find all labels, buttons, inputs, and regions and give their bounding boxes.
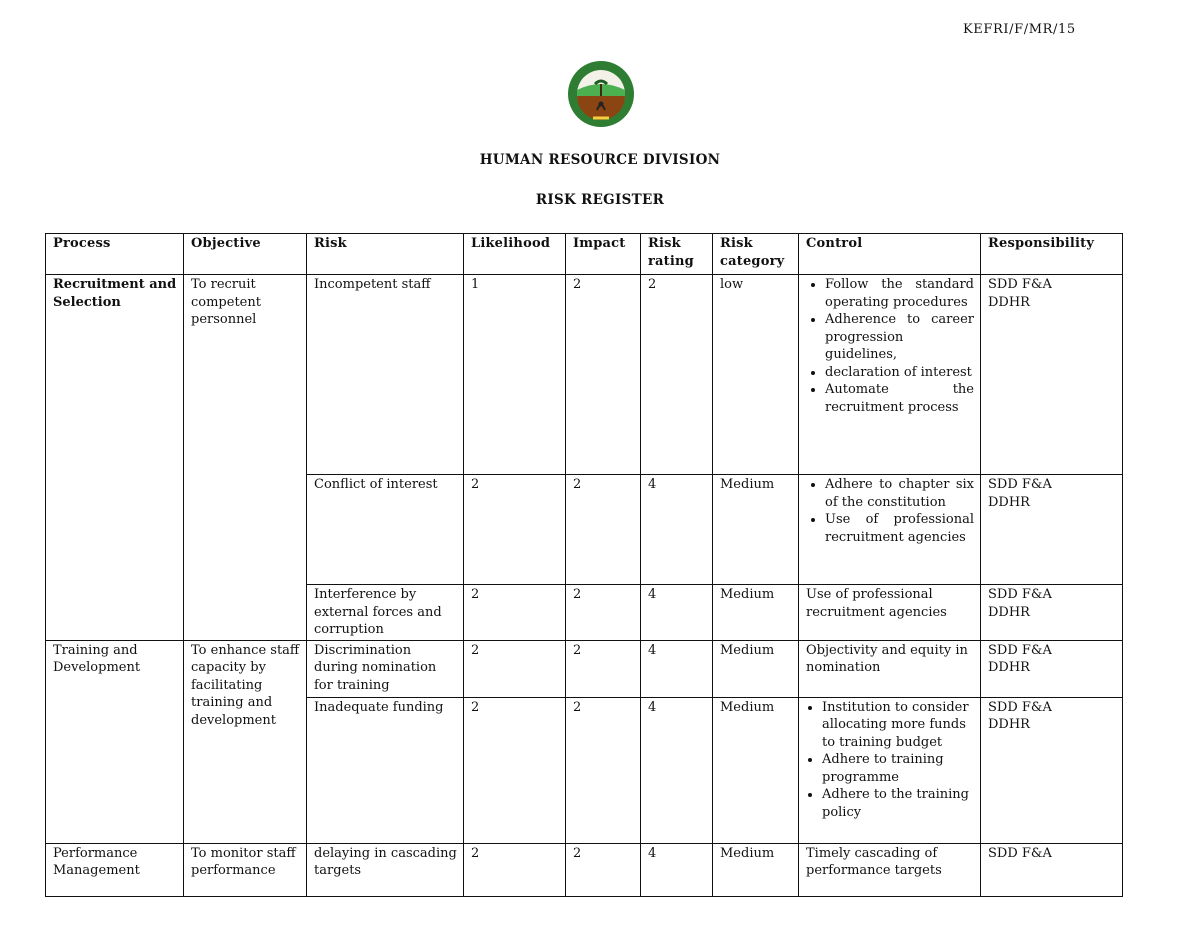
table-row [46, 843, 1123, 896]
control-item: • Adhere to training programme [822, 751, 974, 786]
likelihood-cell: 2 [464, 843, 566, 896]
likelihood-cell: 2 [464, 475, 566, 585]
objective-cell: To recruit competent personnel [184, 275, 307, 641]
risk-category-cell: low [713, 275, 799, 475]
risk-rating-cell: 4 [641, 475, 713, 585]
col-header-impact: Impact [566, 234, 641, 275]
responsibility-item: DDHR [988, 660, 1030, 675]
risk-category-cell: Medium [713, 843, 799, 896]
risk-cell: Conflict of interest [307, 475, 464, 585]
control-item: • declaration of interest [825, 364, 974, 382]
col-header-control: Control [799, 234, 981, 275]
register-title: RISK REGISTER [535, 192, 665, 208]
risk-rating-cell: 2 [641, 275, 713, 475]
objective-cell: To enhance staff capacity by facilitating training and development [184, 640, 307, 843]
responsibility-item: SDD F&A [988, 845, 1052, 861]
responsibility-cell [981, 585, 1123, 641]
control-cell: Timely cascading of performance targets [799, 843, 981, 896]
col-header-risk-category: Risk category [713, 234, 799, 275]
table-row [46, 275, 1123, 475]
control-cell: Objectivity and equity in nomination [799, 640, 981, 697]
likelihood-cell: 2 [464, 640, 566, 697]
risk-category-cell: Medium [713, 585, 799, 641]
control-cell [799, 475, 981, 585]
process-cell: Recruitment and Selection [46, 275, 184, 641]
control-cell [799, 697, 981, 843]
risk-cell: Interference by external forces and corruption [307, 585, 464, 641]
responsibility-item: DDHR [988, 494, 1030, 510]
impact-cell: 2 [566, 585, 641, 641]
responsibility-item: SDD F&A [988, 477, 1052, 492]
control-item: • Automate the recruitment process [825, 381, 974, 416]
responsibility-item: SDD F&A [988, 699, 1052, 715]
likelihood-cell: 1 [464, 275, 566, 475]
process-cell: Performance Management [46, 843, 184, 896]
responsibility-cell [981, 843, 1123, 896]
control-cell: Use of professional recruitment agencies [799, 585, 981, 641]
responsibility-item: DDHR [988, 604, 1030, 620]
impact-cell: 2 [566, 697, 641, 843]
responsibility-cell [981, 475, 1123, 585]
responsibility-cell [981, 640, 1123, 697]
likelihood-cell: 2 [464, 697, 566, 843]
risk-rating-cell: 4 [641, 640, 713, 697]
col-header-risk: Risk [307, 234, 464, 275]
risk-rating-cell: 4 [641, 697, 713, 843]
control-list [806, 699, 974, 822]
col-header-process: Process [46, 234, 184, 275]
risk-cell: delaying in cascading targets [307, 843, 464, 896]
col-header-objective: Objective [184, 234, 307, 275]
control-item: • Use of professional recruitment agencies [825, 511, 974, 546]
control-item: • Follow the standard operating procedures [825, 276, 974, 311]
control-list [806, 476, 974, 546]
risk-cell: Incompetent staff [307, 275, 464, 475]
control-item: • Adhere to chapter six of the constitution [825, 476, 974, 511]
responsibility-item: SDD F&A [988, 642, 1052, 658]
table-header-row [46, 234, 1123, 275]
division-title: HUMAN RESOURCE DIVISION [479, 152, 721, 168]
kefri-logo-icon [567, 60, 635, 128]
control-item: • Adhere to the training policy [822, 786, 974, 821]
control-item: • Adherence to career progression guidelines, [825, 311, 974, 364]
col-header-risk-rating: Risk rating [641, 234, 713, 275]
impact-cell: 2 [566, 275, 641, 475]
likelihood-cell: 2 [464, 585, 566, 641]
control-list [806, 276, 974, 416]
risk-rating-cell: 4 [641, 585, 713, 641]
document-reference: KEFRI/F/MR/15 [963, 22, 1076, 37]
risk-category-cell: Medium [713, 475, 799, 585]
risk-category-cell: Medium [713, 697, 799, 843]
impact-cell: 2 [566, 640, 641, 697]
risk-cell: Inadequate funding [307, 697, 464, 843]
col-header-likelihood: Likelihood [464, 234, 566, 275]
impact-cell: 2 [566, 475, 641, 585]
responsibility-cell [981, 275, 1123, 475]
responsibility-cell [981, 697, 1123, 843]
risk-rating-cell: 4 [641, 843, 713, 896]
responsibility-item: SDD F&A [988, 277, 1052, 292]
responsibility-item: DDHR [988, 717, 1030, 732]
risk-category-cell: Medium [713, 640, 799, 697]
control-item: • Institution to consider allocating more funds to training budget [822, 699, 974, 752]
objective-cell: To monitor staff performance [184, 843, 307, 896]
responsibility-item: DDHR [988, 294, 1030, 310]
control-cell [799, 275, 981, 475]
responsibility-item: SDD F&A [988, 587, 1052, 602]
col-header-responsibility: Responsibility [981, 234, 1123, 275]
risk-cell: Discrimination during nomination for training [307, 640, 464, 697]
risk-register-table [45, 233, 1123, 897]
table-row [46, 640, 1123, 697]
impact-cell: 2 [566, 843, 641, 896]
process-cell: Training and Development [46, 640, 184, 843]
